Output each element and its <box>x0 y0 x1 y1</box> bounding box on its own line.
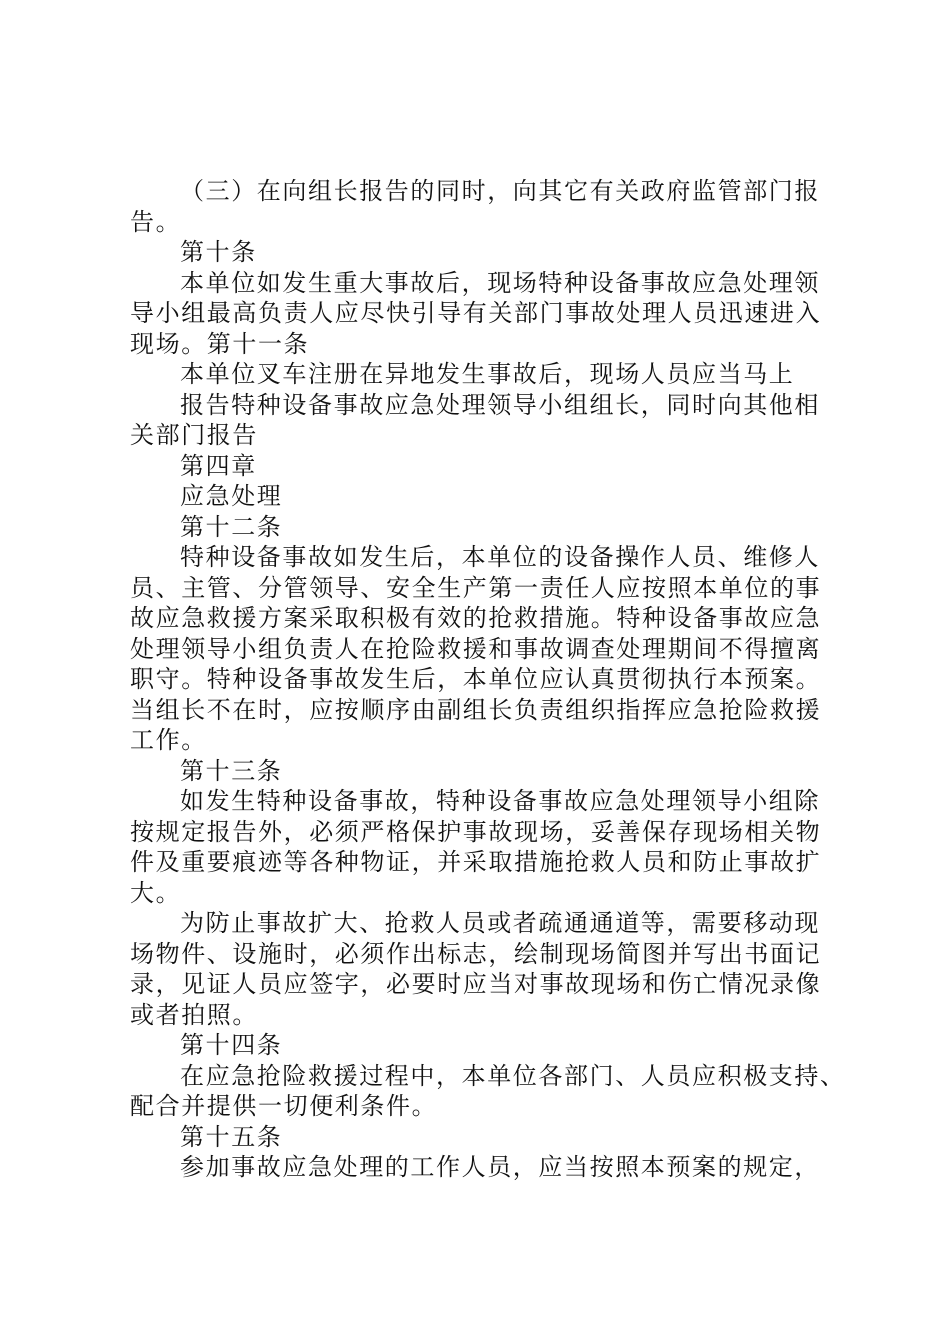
text-line: 处理领导小组负责人在抢险救援和事故调查处理期间不得擅离 <box>130 634 822 663</box>
text-line: 录，见证人员应签字，必要时应当对事故现场和伤亡情况录像 <box>130 970 822 998</box>
text-line: 本单位如发生重大事故后，现场特种设备事故应急处理领 <box>180 268 820 297</box>
text-line: 故应急救援方案采取积极有效的抢救措施。特种设备事故应急 <box>130 604 822 632</box>
text-line: 或者拍照。 <box>130 1000 258 1029</box>
text-line: 为防止事故扩大、抢救人员或者疏通通道等，需要移动现 <box>180 909 820 937</box>
text-line: 员、主管、分管领导、安全生产第一责任人应按照本单位的事 <box>130 573 822 602</box>
text-line: 第十条 <box>180 238 257 266</box>
text-line: 报告特种设备事故应急处理领导小组组长，同时向其他相 <box>180 390 820 419</box>
text-line: 大。 <box>130 878 182 907</box>
text-line: 应急处理 <box>180 482 283 510</box>
text-line: 第四章 <box>180 451 257 480</box>
text-line: 场物件、设施时，必须作出标志，绘制现场简图并写出书面记 <box>130 939 822 968</box>
text-line: 第十五条 <box>180 1122 283 1151</box>
text-line: 特种设备事故如发生后，本单位的设备操作人员、维修人 <box>180 543 820 571</box>
text-line: 现场。第十一条 <box>130 329 310 358</box>
text-line: 在应急抢险救援过程中，本单位各部门、人员应积极支持、 <box>180 1061 846 1090</box>
text-line: 本单位叉车注册在异地发生事故后，现场人员应当马上 <box>180 360 795 388</box>
text-line: 第十三条 <box>180 756 283 785</box>
text-line: 如发生特种设备事故，特种设备事故应急处理领导小组除 <box>180 787 820 815</box>
text-line: 配合并提供一切便利条件。 <box>130 1092 438 1120</box>
text-line: 件及重要痕迹等各种物证，并采取措施抢救人员和防止事故扩 <box>130 848 822 876</box>
text-line: 按规定报告外，必须严格保护事故现场，妥善保存现场相关物 <box>130 817 822 846</box>
text-line: （三）在向组长报告的同时，向其它有关政府监管部门报 <box>180 177 820 205</box>
text-line: 关部门报告 <box>130 421 258 449</box>
text-line: 职守。特种设备事故发生后，本单位应认真贯彻执行本预案。 <box>130 665 822 693</box>
text-line: 工作。 <box>130 726 207 754</box>
text-line: 当组长不在时，应按顺序由副组长负责组织指挥应急抢险救援 <box>130 695 822 724</box>
text-line: 第十四条 <box>180 1031 283 1059</box>
text-line: 导小组最高负责人应尽快引导有关部门事故处理人员迅速进入 <box>130 299 822 327</box>
text-line: 参加事故应急处理的工作人员，应当按照本预案的规定， <box>180 1153 820 1181</box>
text-line: 告。 <box>130 207 182 236</box>
text-line: 第十二条 <box>180 512 283 541</box>
document-body <box>130 176 846 1183</box>
